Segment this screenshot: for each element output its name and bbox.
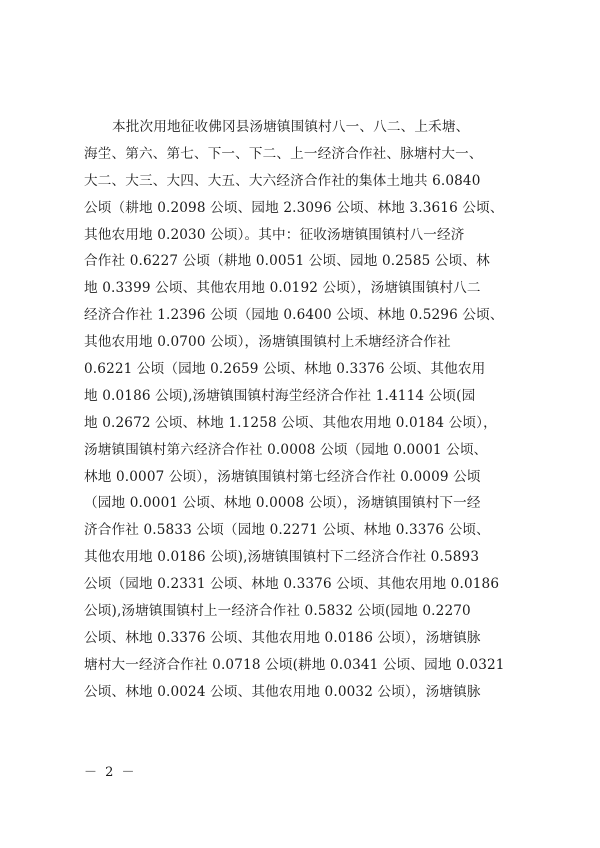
text-line: 其他农用地 0.0186 公顷),汤塘镇围镇村下二经济合作社 0.5893 xyxy=(84,549,480,566)
text-line: 合作社 0.6227 公顷（耕地 0.0051 公顷、园地 0.2585 公顷、林 xyxy=(84,253,490,270)
text-line: 大二、大三、大四、大五、大六经济合作社的集体土地共 6.0840 xyxy=(84,172,481,189)
text-line: 塘村大一经济合作社 0.0718 公顷(耕地 0.0341 公顷、园地 0.0321 xyxy=(84,656,505,673)
text-line: 地 0.0186 公顷),汤塘镇围镇村海坣经济合作社 1.4114 公顷(园 xyxy=(84,387,476,404)
text-line: 公顷、林地 0.0024 公顷、其他农用地 0.0032 公顷），汤塘镇脉 xyxy=(84,683,481,700)
text-line: 其他农用地 0.0700 公顷），汤塘镇围镇村上禾塘经济合作社 xyxy=(84,334,451,351)
text-line: 济合作社 0.5833 公顷（园地 0.2271 公顷、林地 0.3376 公顷、 xyxy=(84,522,490,539)
text-line: 地 0.2672 公顷、林地 1.1258 公顷、其他农用地 0.0184 公顷）， xyxy=(84,414,497,431)
text-line: 0.6221 公顷（园地 0.2659 公顷、林地 0.3376 公顷、其他农用 xyxy=(84,361,486,378)
text-line: 公顷（园地 0.2331 公顷、林地 0.3376 公顷、其他农用地 0.0186 xyxy=(84,576,500,593)
body-paragraph xyxy=(84,114,524,706)
text-line: 海坣、第六、第七、下一、下二、上一经济合作社、脉塘村大一、 xyxy=(84,145,483,162)
text-line: （园地 0.0001 公顷、林地 0.0008 公顷），汤塘镇围镇村下一经 xyxy=(84,495,481,512)
text-line: 地 0.3399 公顷、其他农用地 0.0192 公顷），汤塘镇围镇村八二 xyxy=(84,280,481,297)
text-line: 经济合作社 1.2396 公顷（园地 0.6400 公顷、林地 0.5296 公顷、 xyxy=(84,307,504,324)
text-line: 其他农用地 0.2030 公顷）。其中：征收汤塘镇围镇村八一经济 xyxy=(84,226,465,243)
text-line: 汤塘镇围镇村第六经济合作社 0.0008 公顷（园地 0.0001 公顷、 xyxy=(84,441,488,458)
text-line: 公顷),汤塘镇围镇村上一经济合作社 0.5832 公顷(园地 0.2270 xyxy=(84,603,471,620)
text-line: 公顷（耕地 0.2098 公顷、园地 2.3096 公顷、林地 3.3616 公顷、 xyxy=(84,199,504,216)
page-number: － 2 － xyxy=(84,765,137,780)
text-line: 公顷、林地 0.3376 公顷、其他农用地 0.0186 公顷），汤塘镇脉 xyxy=(84,629,481,646)
text-line: 本批次用地征收佛冈县汤塘镇围镇村八一、八二、上禾塘、 xyxy=(112,119,470,135)
text-line: 林地 0.0007 公顷），汤塘镇围镇村第七经济合作社 0.0009 公顷 xyxy=(84,468,481,485)
